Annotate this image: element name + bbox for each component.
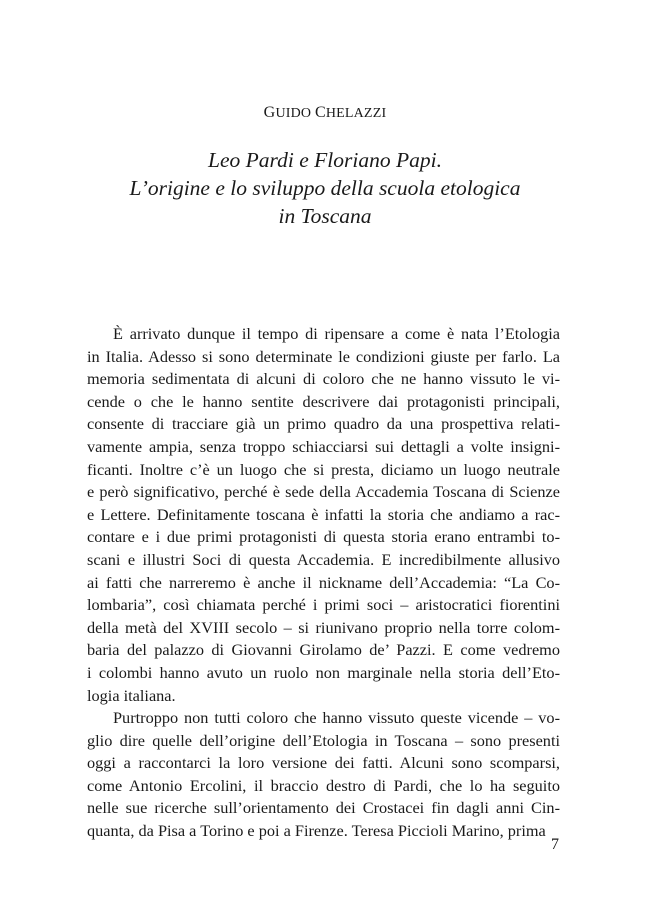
- text-line: vamente ampia, senza troppo schiacciarsi sui dettagli a volte insigni-: [87, 436, 560, 456]
- text-line: quanta, da Pisa a Torino e poi a Firenze. Teresa Piccioli Marino, prima: [87, 821, 546, 841]
- text-line: lombaria”, così chiamata perché i primi soci – aristocratici fiorentini: [87, 595, 560, 615]
- chapter-title: [0, 146, 650, 230]
- text-line: della metà del XVIII secolo – si riunivano proprio nella torre colom-: [87, 617, 560, 637]
- author-last-initial: C: [314, 104, 326, 121]
- text-line: contare e i due primi protagonisti di questa storia erano entrambi to-: [87, 527, 560, 547]
- paragraph: [87, 707, 560, 843]
- title-line: L’origine e lo sviluppo della scuola etologica: [129, 176, 521, 200]
- text-line: oggi a raccontarci la loro versione dei fatti. Alcuni sono scomparsi,: [87, 753, 560, 773]
- author-first-initial: G: [263, 104, 276, 121]
- author-first-rest: UIDO: [275, 106, 312, 121]
- text-line: glio dire quelle dell’origine dell’Etologia in Toscana – sono presenti: [87, 730, 560, 750]
- body-text: [87, 323, 560, 843]
- title-line: in Toscana: [278, 204, 372, 228]
- text-line: ficanti. Inoltre c’è un luogo che si presta, diciamo un luogo neutrale: [87, 459, 560, 479]
- text-line: logia italiana.: [87, 685, 176, 705]
- text-line: e però significativo, perché è sede della Accademia Toscana di Scienze: [87, 482, 560, 502]
- text-line: nelle sue ricerche sull’orientamento dei Crostacei fin dagli anni Cin-: [87, 798, 560, 818]
- page-number: 7: [551, 836, 559, 853]
- text-line: e Lettere. Definitamente toscana è infatti la storia che andiamo a rac-: [87, 504, 560, 524]
- text-line: consente di tracciare già un primo quadro da una prospettiva relati-: [87, 414, 560, 434]
- text-line: scani e illustri Soci di questa Accademia. E incredibilmente allusivo: [87, 549, 560, 569]
- paragraph: [87, 323, 560, 707]
- text-line: memoria sedimentata di alcuni di coloro che ne hanno vissuto le vi-: [87, 369, 560, 389]
- text-line: baria del palazzo di Giovanni Girolamo de’ Pazzi. E come vedremo: [87, 640, 560, 660]
- author-name: [0, 104, 650, 122]
- text-line: come Antonio Ercolini, il braccio destro di Pardi, che lo ha seguito: [87, 775, 560, 795]
- text-line: in Italia. Adesso si sono determinate le condizioni giuste per farlo. La: [87, 346, 560, 366]
- author-last-rest: HELAZZI: [325, 106, 387, 121]
- text-line: cende o che le hanno sentite descrivere dai protagonisti principali,: [87, 391, 560, 411]
- text-line: ai fatti che narreremo è anche il nickname dell’Accademia: “La Co-: [87, 572, 560, 592]
- text-line: i colombi hanno avuto un ruolo non marginale nella storia dell’Eto-: [87, 662, 560, 682]
- title-line: Leo Pardi e Floriano Papi.: [208, 148, 442, 172]
- text-line: Purtroppo non tutti coloro che hanno vissuto queste vicende – vo-: [113, 708, 560, 728]
- text-line: È arrivato dunque il tempo di ripensare a come è nata l’Etologia: [113, 324, 560, 343]
